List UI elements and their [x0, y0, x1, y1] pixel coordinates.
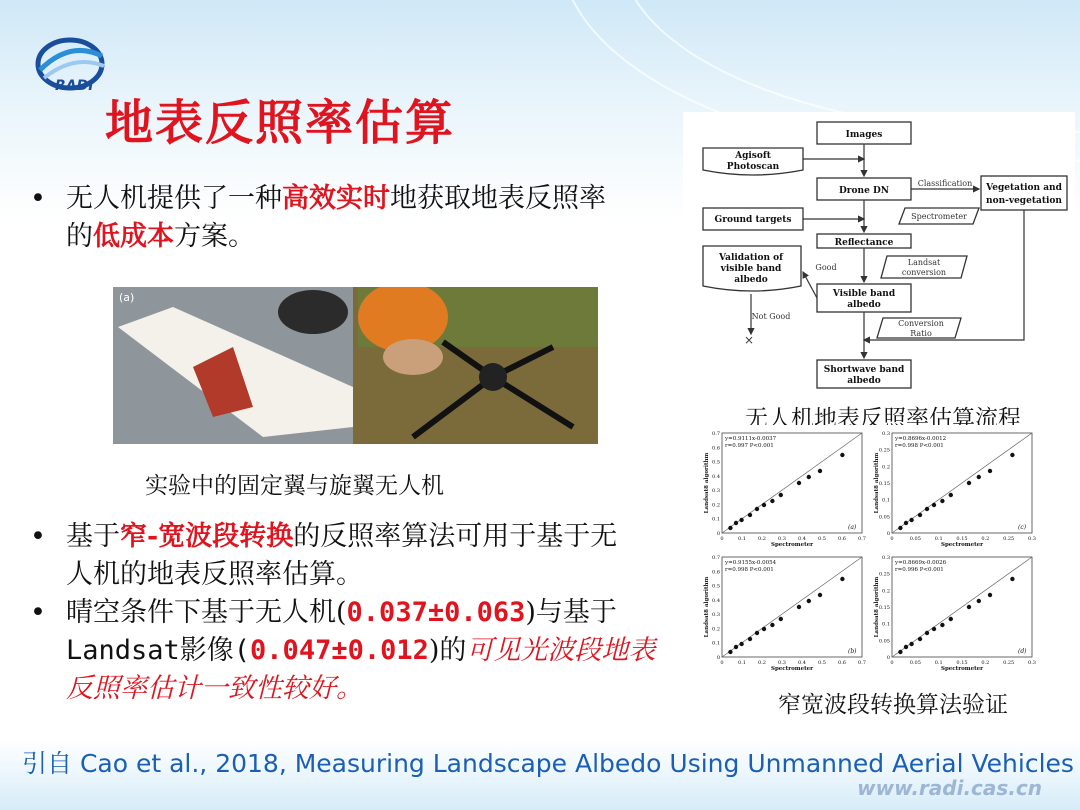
- y-tick-label: 0.3: [712, 612, 720, 619]
- y-tick-label: 0.1: [712, 640, 720, 647]
- scatter-point: [755, 507, 759, 511]
- flow-label: Validation of: [718, 253, 784, 263]
- x-tick-label: 0: [890, 536, 894, 542]
- text: )的: [428, 635, 467, 666]
- citation: 引自 Cao et al., 2018, Measuring Landscape Albedo Using Unmanned Aerial Vehicles: [22, 749, 1074, 778]
- x-tick-label: 0.2: [758, 536, 766, 542]
- bullet-dot-icon: •: [30, 183, 46, 214]
- flowchart-diagram: [683, 112, 1075, 402]
- x-tick-label: 0.05: [909, 660, 921, 666]
- scatter-point: [779, 493, 783, 497]
- scatter-point: [918, 637, 922, 641]
- y-tick-label: 0.4: [712, 597, 720, 604]
- x-axis-label: Spectrometer: [770, 542, 814, 548]
- x-mark-icon: ×: [743, 333, 755, 347]
- x-tick-label: 0.3: [1028, 660, 1036, 666]
- x-tick-label: 0.5: [818, 660, 826, 666]
- scatter-point: [918, 513, 922, 517]
- flow-label: Photoscan: [726, 162, 780, 172]
- flow-label: visible band: [720, 264, 782, 274]
- flow-label: conversion: [901, 268, 947, 277]
- flow-label: Shortwave band: [823, 365, 905, 375]
- scatter-point: [779, 617, 783, 621]
- y-axis-label: Landsat8 algorithm: [874, 452, 880, 514]
- y-tick-label: 0.25: [878, 571, 890, 578]
- scatter-point: [762, 503, 766, 507]
- scatter-point: [932, 627, 936, 631]
- y-axis-label: Landsat8 algorithm: [874, 576, 880, 638]
- page-title: 地表反照率估算: [105, 95, 456, 151]
- text: 方案。: [174, 221, 255, 252]
- y-tick-label: 0.3: [882, 431, 890, 437]
- text: 无人机提供了一种: [66, 183, 282, 214]
- flow-label: Vegetation and: [986, 183, 1062, 193]
- y-tick-label: 0.4: [712, 473, 720, 480]
- y-tick-label: 0.7: [712, 555, 720, 561]
- y-axis-label: Landsat8 algorithm: [704, 452, 710, 514]
- regression-stats: r=0.996 P<0.001: [895, 567, 944, 573]
- scatter-point: [748, 513, 752, 517]
- x-tick-label: 0.7: [858, 536, 866, 542]
- y-tick-label: 0.6: [712, 445, 720, 452]
- text: 晴空条件下基于无人机(: [66, 597, 347, 628]
- flowchart-caption: 无人机地表反照率估算流程: [745, 406, 1021, 432]
- x-tick-label: 0.2: [758, 660, 766, 666]
- scatter-point: [925, 507, 929, 511]
- y-tick-label: 0.25: [878, 447, 890, 454]
- bullet-dot-icon: •: [30, 521, 46, 552]
- scatter-point: [904, 521, 908, 525]
- text: 的: [66, 221, 93, 252]
- regression-equation: y=0.8696x-0.0012: [895, 436, 947, 442]
- scatter-point: [770, 623, 774, 627]
- highlight-text: 反照率估计一致性较好。: [66, 673, 363, 704]
- scatter-point: [818, 469, 822, 473]
- scatter-point: [762, 627, 766, 631]
- bullet-intro: [30, 180, 690, 256]
- flow-label: Ground targets: [714, 215, 792, 225]
- scatter-point: [925, 631, 929, 635]
- regression-equation: y=0.9155x-0.0054: [725, 560, 777, 566]
- regression-equation: y=0.8669x-0.0026: [895, 560, 947, 566]
- y-tick-label: 0.2: [882, 588, 890, 595]
- x-tick-label: 0.4: [798, 536, 806, 542]
- scatter-point: [977, 599, 981, 603]
- scatter-point: [840, 577, 844, 581]
- scatter-point: [967, 605, 971, 609]
- photo-caption: 实验中的固定翼与旋翼无人机: [145, 473, 444, 499]
- y-tick-label: 0.3: [882, 555, 890, 561]
- scatter-point: [1010, 453, 1014, 457]
- x-tick-label: 0.2: [981, 536, 990, 542]
- x-axis-label: Spectrometer: [770, 666, 814, 672]
- x-tick-label: 0: [720, 536, 724, 542]
- drone-photo: [113, 287, 598, 444]
- flow-label: Ratio: [910, 329, 932, 338]
- x-tick-label: 0.15: [956, 660, 968, 666]
- scatter-point: [739, 642, 743, 646]
- flow-label: Visible band: [832, 289, 896, 299]
- regression-stats: r=0.998 P<0.001: [895, 443, 944, 449]
- x-tick-label: 0: [890, 660, 894, 666]
- landsat-albedo-value: 0.047±0.012: [250, 635, 429, 666]
- y-tick-label: 0: [886, 531, 890, 537]
- scatter-point: [949, 493, 953, 497]
- y-axis-label: Landsat8 algorithm: [704, 576, 710, 638]
- x-tick-label: 0.1: [738, 660, 746, 666]
- x-tick-label: 0.1: [934, 536, 943, 542]
- flow-label: Spectrometer: [911, 212, 967, 221]
- scatter-point: [909, 518, 913, 522]
- scatter-point: [728, 650, 732, 654]
- scatter-point: [1010, 577, 1014, 581]
- y-tick-label: 0.2: [882, 464, 890, 471]
- y-tick-label: 0.5: [712, 583, 720, 590]
- uav-albedo-value: 0.037±0.063: [346, 597, 526, 628]
- x-tick-label: 0.3: [778, 536, 786, 542]
- x-tick-label: 0.1: [934, 660, 943, 666]
- scatter-point: [807, 599, 811, 603]
- scatter-point: [940, 499, 944, 503]
- flow-label: Landsat: [907, 258, 941, 267]
- text: 人机的地表反照率估算。: [66, 559, 363, 590]
- scatter-point: [797, 605, 801, 609]
- flow-label: Not Good: [751, 312, 791, 321]
- regression-equation: y=0.9111x-0.0037: [725, 436, 777, 442]
- highlight-text: 可见光波段地表: [466, 635, 656, 666]
- y-tick-label: 0.2: [712, 502, 720, 509]
- bullet-dot-icon: •: [30, 597, 46, 628]
- y-tick-label: 0.6: [712, 569, 720, 576]
- panel-tag: (b): [848, 648, 857, 655]
- highlight-text: 低成本: [93, 221, 174, 252]
- flow-label: albedo: [847, 376, 881, 386]
- x-tick-label: 0.05: [909, 536, 921, 542]
- y-tick-label: 0.1: [712, 516, 720, 523]
- photo-tag: (a): [119, 291, 135, 304]
- flow-label: Agisoft: [735, 151, 771, 161]
- validation-scatter-plots: [700, 425, 1050, 680]
- text: 地获取地表反照率: [390, 183, 606, 214]
- y-tick-label: 0.5: [712, 459, 720, 466]
- scatter-point: [728, 526, 732, 530]
- x-tick-label: 0.7: [858, 660, 866, 666]
- x-tick-label: 0.25: [1003, 660, 1015, 666]
- x-tick-label: 0.3: [1028, 536, 1036, 542]
- scatter-point: [977, 475, 981, 479]
- x-tick-label: 0.4: [798, 660, 806, 666]
- scatter-point: [748, 637, 752, 641]
- regression-stats: r=0.997 P<0.001: [725, 443, 774, 449]
- panel-tag: (d): [1018, 648, 1027, 655]
- highlight-text: 窄-宽波段转换: [120, 521, 294, 552]
- x-axis-label: Spectrometer: [940, 542, 984, 548]
- flow-label: albedo: [734, 275, 768, 285]
- scatter-point: [909, 642, 913, 646]
- scatter-point: [898, 650, 902, 654]
- flow-label: Conversion: [898, 319, 944, 328]
- x-tick-label: 0.6: [838, 536, 846, 542]
- website-url[interactable]: www.radi.cas.cn: [857, 776, 1042, 800]
- x-tick-label: 0.2: [981, 660, 990, 666]
- bullet-conclusions: [30, 518, 700, 708]
- x-tick-label: 0.15: [956, 536, 968, 542]
- y-tick-label: 0: [716, 655, 720, 661]
- scatter-caption: 窄宽波段转换算法验证: [778, 692, 1008, 718]
- y-tick-label: 0.1: [882, 621, 890, 628]
- scatter-point: [949, 617, 953, 621]
- scatter-point: [840, 453, 844, 457]
- text: )与基于: [525, 597, 617, 628]
- scatter-point: [932, 503, 936, 507]
- highlight-text: 高效实时: [282, 183, 390, 214]
- flow-label: albedo: [847, 300, 881, 310]
- x-tick-label: 0.1: [738, 536, 746, 542]
- scatter-point: [755, 631, 759, 635]
- y-tick-label: 0.1: [882, 497, 890, 504]
- text: Landsat影像(: [66, 635, 251, 666]
- flow-label: non-vegetation: [986, 196, 1062, 206]
- scatter-point: [739, 518, 743, 522]
- flow-label: Reflectance: [834, 238, 894, 248]
- x-axis-label: Spectrometer: [940, 666, 984, 672]
- scatter-point: [988, 593, 992, 597]
- text: 基于: [66, 521, 120, 552]
- scatter-point: [904, 645, 908, 649]
- x-tick-label: 0.3: [778, 660, 786, 666]
- y-tick-label: 0.3: [712, 488, 720, 495]
- y-tick-label: 0.05: [878, 638, 890, 645]
- scatter-point: [898, 526, 902, 530]
- x-tick-label: 0.5: [818, 536, 826, 542]
- panel-tag: (c): [1018, 524, 1027, 531]
- flow-label: Classification: [917, 179, 973, 188]
- y-tick-label: 0: [716, 531, 720, 537]
- y-tick-label: 0.2: [712, 626, 720, 633]
- scatter-point: [797, 481, 801, 485]
- y-tick-label: 0.15: [878, 481, 890, 487]
- y-tick-label: 0: [886, 655, 890, 661]
- x-tick-label: 0.6: [838, 660, 846, 666]
- scatter-point: [940, 623, 944, 627]
- flow-label: Images: [845, 130, 883, 140]
- logo-text: RADI: [55, 78, 94, 94]
- y-tick-label: 0.15: [878, 605, 890, 611]
- flow-label: Good: [815, 263, 837, 272]
- y-tick-label: 0.05: [878, 514, 890, 521]
- x-tick-label: 0: [720, 660, 724, 666]
- text: 的反照率算法可用于基于无: [293, 521, 618, 552]
- scatter-point: [967, 481, 971, 485]
- scatter-point: [988, 469, 992, 473]
- regression-stats: r=0.998 P<0.001: [725, 567, 774, 573]
- scatter-point: [734, 645, 738, 649]
- x-tick-label: 0.25: [1003, 536, 1015, 542]
- flow-label: Drone DN: [839, 186, 889, 196]
- y-tick-label: 0.7: [712, 431, 720, 437]
- scatter-point: [818, 593, 822, 597]
- panel-tag: (a): [848, 524, 857, 531]
- scatter-point: [807, 475, 811, 479]
- scatter-point: [734, 521, 738, 525]
- scatter-point: [770, 499, 774, 503]
